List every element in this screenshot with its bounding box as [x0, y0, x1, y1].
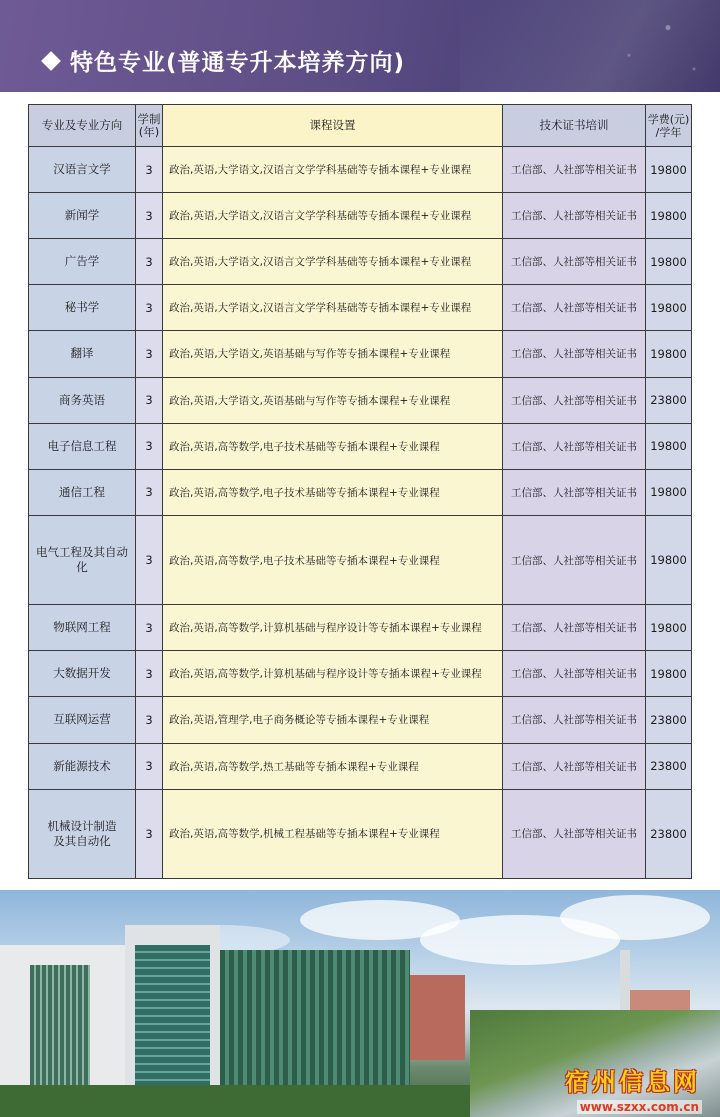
table-header-row [29, 105, 692, 147]
header-major: 专业及专业方向 [29, 105, 136, 147]
cert-cell: 工信部、人社部等相关证书 [503, 147, 646, 193]
course-cell: 政治,英语,大学语文,汉语言文学学科基础等专插本课程+专业课程 [163, 193, 503, 239]
cert-cell: 工信部、人社部等相关证书 [503, 651, 646, 697]
cert-cell: 工信部、人社部等相关证书 [503, 331, 646, 377]
fee-cell: 23800 [646, 789, 692, 878]
major-cell: 秘书学 [29, 285, 136, 331]
table-row [29, 423, 692, 469]
table-row [29, 285, 692, 331]
major-cell: 新闻学 [29, 193, 136, 239]
course-cell: 政治,英语,大学语文,英语基础与写作等专插本课程+专业课程 [163, 377, 503, 423]
header-cert: 技术证书培训 [503, 105, 646, 147]
site-watermark-url: www.szxx.com.cn [577, 1100, 702, 1114]
fee-cell: 19800 [646, 331, 692, 377]
years-cell: 3 [136, 331, 163, 377]
table-body [29, 147, 692, 879]
table-row [29, 743, 692, 789]
years-cell: 3 [136, 469, 163, 515]
header-banner [0, 0, 720, 92]
years-cell: 3 [136, 789, 163, 878]
major-cell: 翻译 [29, 331, 136, 377]
major-cell: 广告学 [29, 239, 136, 285]
cert-cell: 工信部、人社部等相关证书 [503, 743, 646, 789]
header-years: 学制 (年) [136, 105, 163, 147]
course-cell: 政治,英语,高等数学,电子技术基础等专插本课程+专业课程 [163, 423, 503, 469]
header-course: 课程设置 [163, 105, 503, 147]
table-row [29, 469, 692, 515]
major-cell: 电子信息工程 [29, 423, 136, 469]
table-row [29, 331, 692, 377]
fee-cell: 23800 [646, 377, 692, 423]
table-row [29, 651, 692, 697]
table-row [29, 193, 692, 239]
table-row [29, 377, 692, 423]
cert-cell: 工信部、人社部等相关证书 [503, 605, 646, 651]
table-row [29, 515, 692, 604]
table-row [29, 239, 692, 285]
majors-table [28, 104, 692, 879]
course-cell: 政治,英语,大学语文,英语基础与写作等专插本课程+专业课程 [163, 331, 503, 377]
major-cell: 汉语言文学 [29, 147, 136, 193]
header-fee: 学费(元) /学年 [646, 105, 692, 147]
years-cell: 3 [136, 423, 163, 469]
cert-cell: 工信部、人社部等相关证书 [503, 423, 646, 469]
years-cell: 3 [136, 697, 163, 743]
page-title: 特色专业(普通专升本培养方向) [70, 50, 406, 76]
years-cell: 3 [136, 651, 163, 697]
years-cell: 3 [136, 193, 163, 239]
fee-cell: 19800 [646, 605, 692, 651]
fee-cell: 19800 [646, 193, 692, 239]
years-cell: 3 [136, 743, 163, 789]
major-cell: 商务英语 [29, 377, 136, 423]
course-cell: 政治,英语,高等数学,机械工程基础等专插本课程+专业课程 [163, 789, 503, 878]
course-cell: 政治,英语,大学语文,汉语言文学学科基础等专插本课程+专业课程 [163, 147, 503, 193]
cert-cell: 工信部、人社部等相关证书 [503, 285, 646, 331]
fee-cell: 19800 [646, 147, 692, 193]
years-cell: 3 [136, 239, 163, 285]
table-row [29, 789, 692, 878]
fee-cell: 19800 [646, 285, 692, 331]
cert-cell: 工信部、人社部等相关证书 [503, 239, 646, 285]
years-cell: 3 [136, 605, 163, 651]
table-row [29, 147, 692, 193]
course-cell: 政治,英语,高等数学,电子技术基础等专插本课程+专业课程 [163, 469, 503, 515]
major-cell: 物联网工程 [29, 605, 136, 651]
cert-cell: 工信部、人社部等相关证书 [503, 469, 646, 515]
fee-cell: 23800 [646, 697, 692, 743]
course-cell: 政治,英语,大学语文,汉语言文学学科基础等专插本课程+专业课程 [163, 239, 503, 285]
years-cell: 3 [136, 515, 163, 604]
campus-photo [0, 890, 720, 1117]
cert-cell: 工信部、人社部等相关证书 [503, 515, 646, 604]
site-watermark-logo: 宿州信息网 [565, 1067, 700, 1096]
fee-cell: 19800 [646, 515, 692, 604]
table-row [29, 605, 692, 651]
course-cell: 政治,英语,高等数学,热工基础等专插本课程+专业课程 [163, 743, 503, 789]
banner-decoration [460, 0, 720, 92]
major-cell: 互联网运营 [29, 697, 136, 743]
majors-table-container [28, 104, 691, 879]
cert-cell: 工信部、人社部等相关证书 [503, 377, 646, 423]
years-cell: 3 [136, 147, 163, 193]
fee-cell: 23800 [646, 743, 692, 789]
fee-cell: 19800 [646, 651, 692, 697]
fee-cell: 19800 [646, 239, 692, 285]
cert-cell: 工信部、人社部等相关证书 [503, 697, 646, 743]
major-cell: 电气工程及其自动化 [29, 515, 136, 604]
fee-cell: 19800 [646, 469, 692, 515]
major-cell: 机械设计制造 及其自动化 [29, 789, 136, 878]
cert-cell: 工信部、人社部等相关证书 [503, 193, 646, 239]
cert-cell: 工信部、人社部等相关证书 [503, 789, 646, 878]
major-cell: 通信工程 [29, 469, 136, 515]
course-cell: 政治,英语,高等数学,计算机基础与程序设计等专插本课程+专业课程 [163, 605, 503, 651]
diamond-bullet-icon [41, 51, 61, 71]
major-cell: 新能源技术 [29, 743, 136, 789]
course-cell: 政治,英语,管理学,电子商务概论等专插本课程+专业课程 [163, 697, 503, 743]
course-cell: 政治,英语,大学语文,汉语言文学学科基础等专插本课程+专业课程 [163, 285, 503, 331]
major-cell: 大数据开发 [29, 651, 136, 697]
table-row [29, 697, 692, 743]
title-group [44, 44, 405, 77]
course-cell: 政治,英语,高等数学,计算机基础与程序设计等专插本课程+专业课程 [163, 651, 503, 697]
years-cell: 3 [136, 377, 163, 423]
fee-cell: 19800 [646, 423, 692, 469]
years-cell: 3 [136, 285, 163, 331]
course-cell: 政治,英语,高等数学,电子技术基础等专插本课程+专业课程 [163, 515, 503, 604]
